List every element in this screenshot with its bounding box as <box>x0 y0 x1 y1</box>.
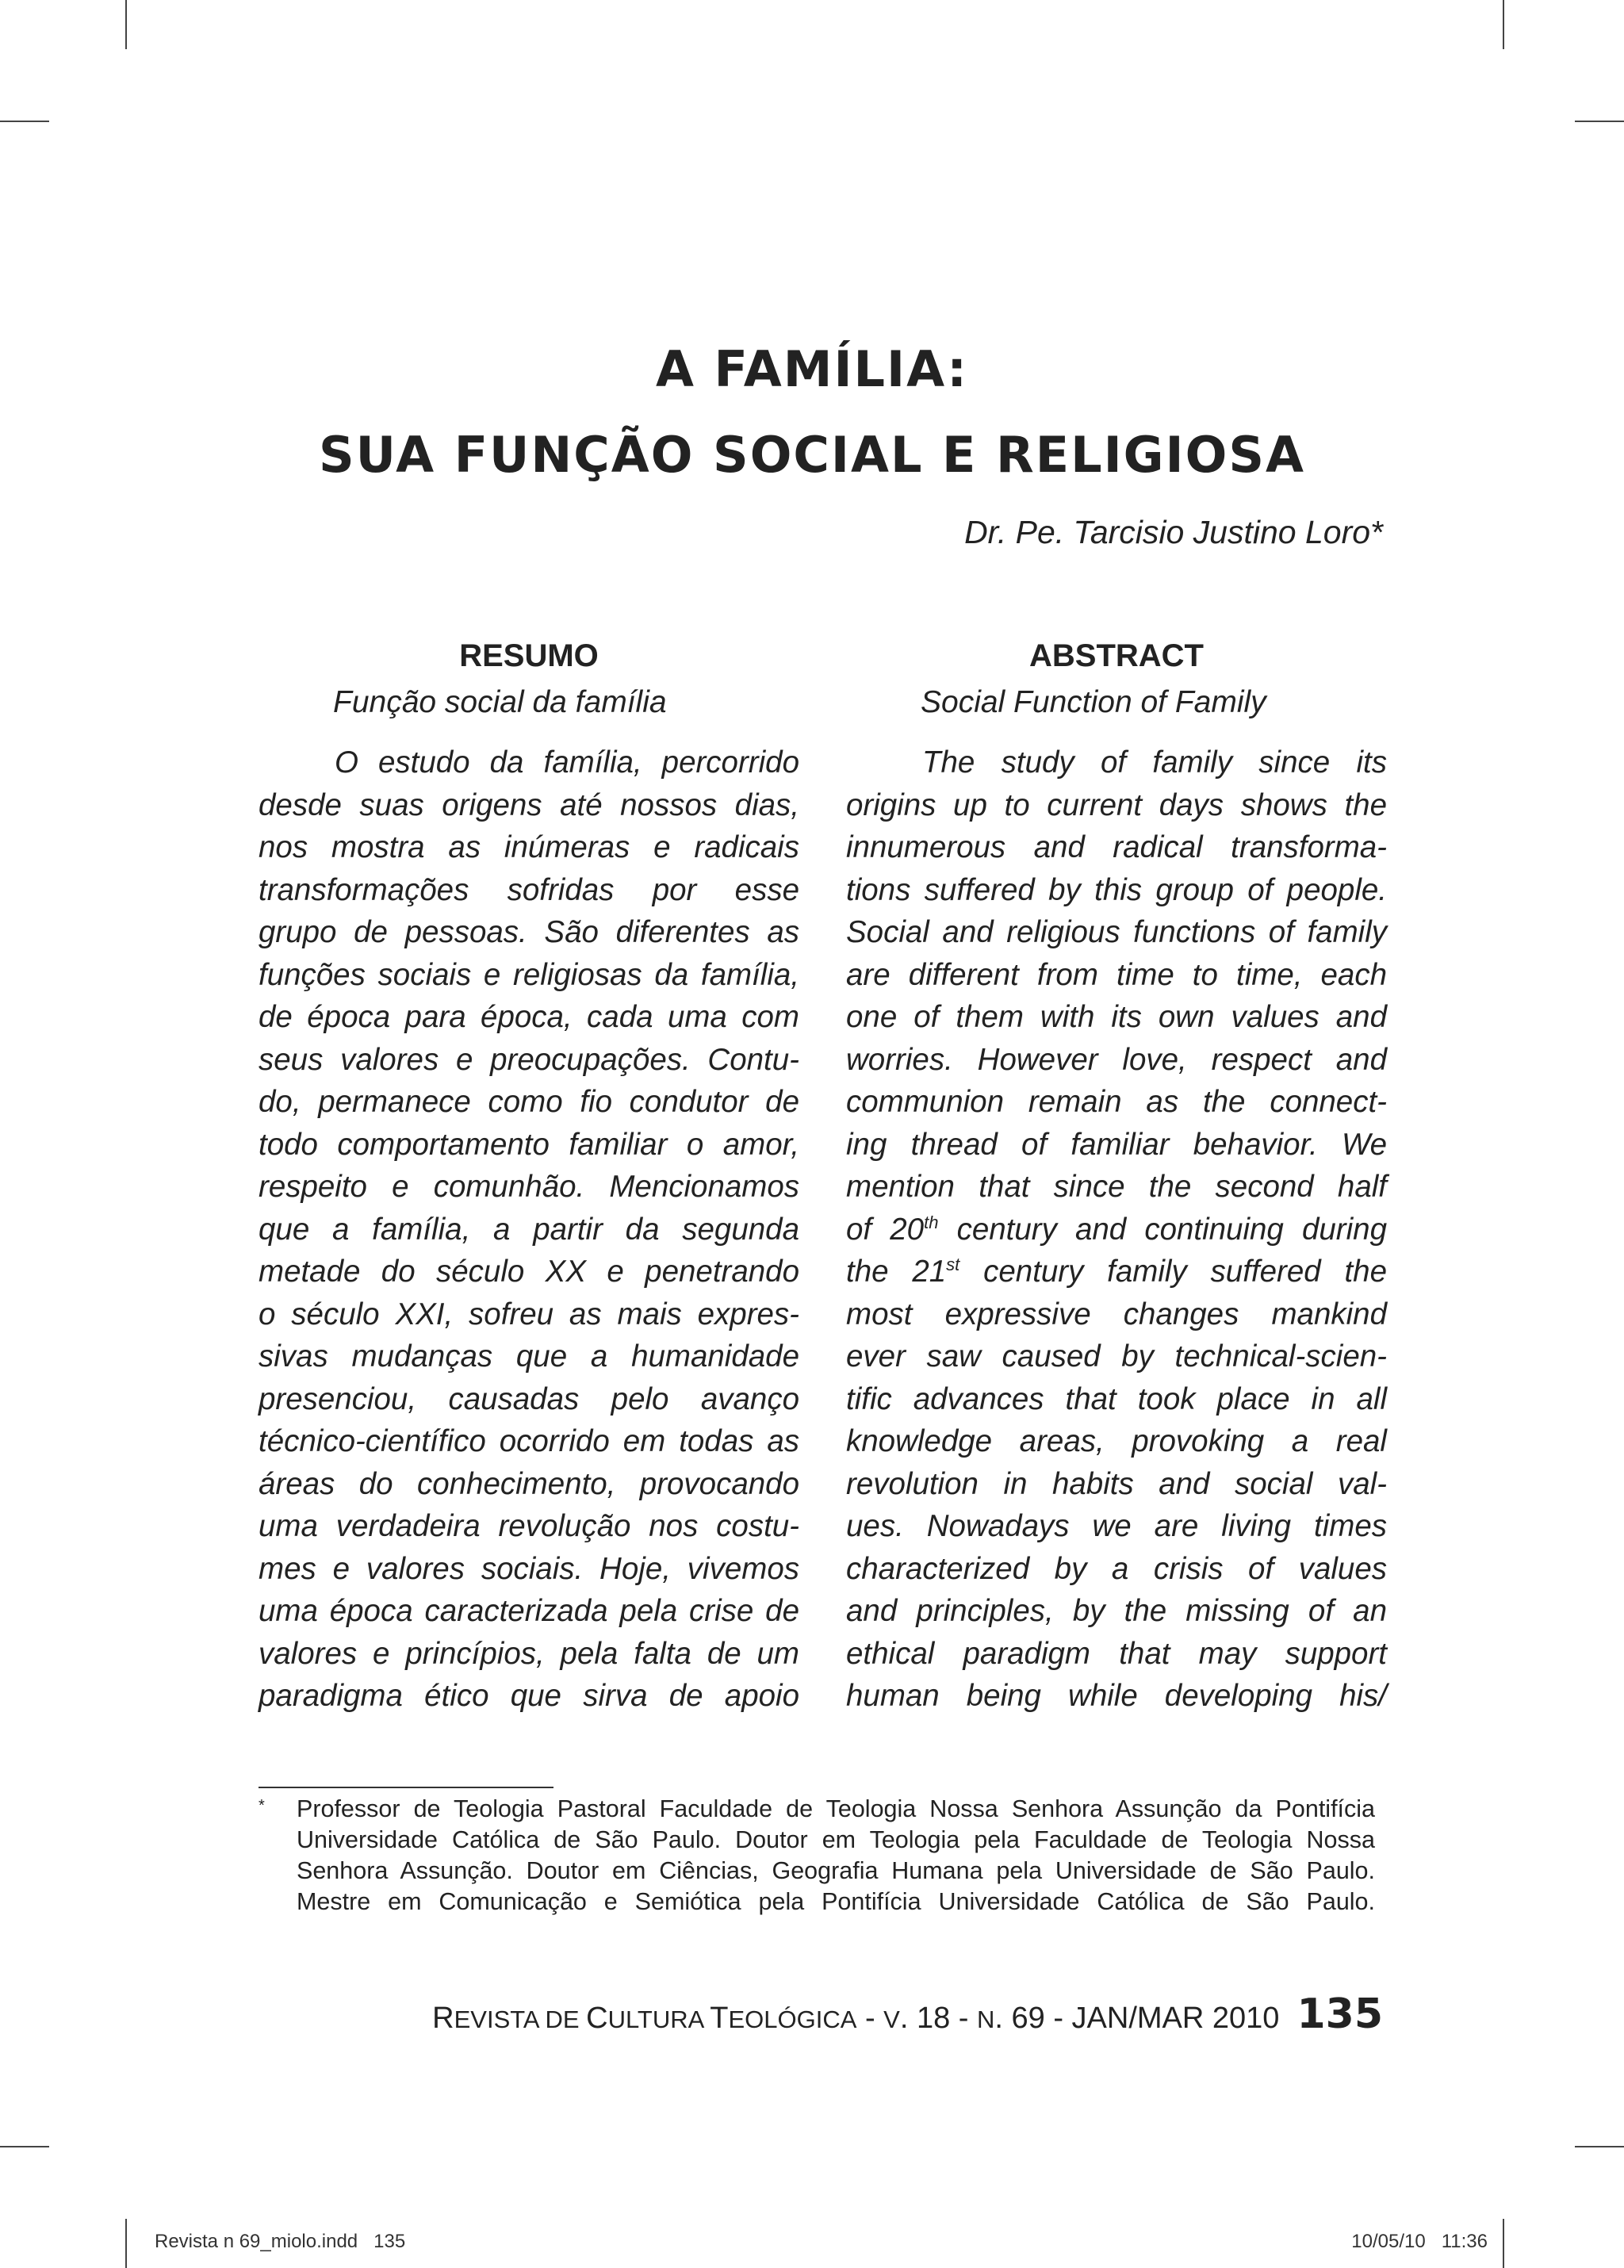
text-segment: century family suffered the <box>959 1255 1387 1289</box>
text-line-21st <box>846 1251 1387 1293</box>
text-line-20th <box>846 1209 1387 1251</box>
text-line: origins up to current days shows the <box>846 787 1387 822</box>
journal-smallcaps: ULTURA <box>607 2006 710 2033</box>
text-line: ethical paradigm that may support <box>846 1636 1387 1671</box>
text-line: are different from time to time, each <box>846 957 1387 992</box>
crop-mark <box>125 0 127 49</box>
text-line: mention that since the second half <box>846 1170 1387 1204</box>
text-line: revolution in habits and social val- <box>846 1466 1387 1501</box>
resumo-column <box>259 630 799 1718</box>
slug-datetime: 10/05/10 11:36 <box>1351 2231 1488 2252</box>
text-segment: century and continuing during <box>938 1212 1387 1247</box>
abstract-column <box>846 630 1387 1718</box>
crop-mark <box>1503 0 1504 49</box>
abstract-text <box>846 741 1387 1718</box>
text-line: técnico-científico ocorrido em todas as <box>259 1424 799 1458</box>
running-footer <box>432 1990 1383 2038</box>
text-line: tions suffered by this group of people. <box>846 872 1387 907</box>
resumo-subtitle: Função social da família <box>333 685 667 719</box>
crop-mark <box>0 121 49 122</box>
text-line: knowledge areas, provoking a real <box>846 1424 1387 1458</box>
journal-cap: C <box>586 2002 608 2035</box>
text-line: do, permanece como fio condutor de <box>259 1085 799 1119</box>
footnote-line: Professor de Teologia Pastoral Faculdade de Teologia Nossa Senhora Assunção da Pontifícia <box>297 1795 1375 1822</box>
text-line: o século XXI, sofreu as mais expres- <box>259 1297 799 1331</box>
author-name: Dr. Pe. Tarcisio Justino Loro* <box>964 514 1383 550</box>
text-line: metade do século XX e penetrando <box>259 1255 799 1289</box>
issue-abbr: N <box>977 2006 995 2033</box>
text-line: valores e princípios, pela falta de um <box>259 1636 799 1671</box>
text-line: human being while developing his/ <box>846 1679 1387 1713</box>
journal-cap: T <box>710 2002 729 2035</box>
footnote-line: Senhora Assunção. Doutor em Ciências, Geografia Humana pela Universidade de São Paulo. <box>297 1857 1375 1884</box>
crop-mark <box>1575 2146 1624 2147</box>
text-line: communion remain as the connect- <box>846 1085 1387 1119</box>
journal-smallcaps: EOLÓGICA <box>728 2006 857 2033</box>
text-line: seus valores e preocupações. Contu- <box>259 1042 799 1077</box>
text-line: mes e valores sociais. Hoje, vivemos <box>259 1551 799 1586</box>
volume-number: . 18 - <box>899 2002 978 2035</box>
text-line: Social and religious functions of family <box>846 915 1387 949</box>
page-number: 135 <box>1297 1990 1383 2038</box>
abstract-heading: ABSTRACT <box>1029 638 1204 673</box>
text-line: grupo de pessoas. São diferentes as <box>259 915 799 949</box>
text-line: que a família, a partir da segunda <box>259 1212 799 1247</box>
text-line: most expressive changes mankind <box>846 1297 1387 1331</box>
text-line: tific advances that took place in all <box>846 1381 1387 1416</box>
footnote-text <box>297 1794 1375 1917</box>
resumo-heading: RESUMO <box>459 638 599 673</box>
text-line: and principles, by the missing of an <box>846 1594 1387 1628</box>
ordinal-suffix: th <box>924 1212 939 1232</box>
text-line: The study of family since its <box>922 745 1387 780</box>
journal-citation <box>432 2002 1279 2036</box>
text-line: ues. Nowadays we are living times <box>846 1509 1387 1543</box>
crop-mark <box>1575 121 1624 122</box>
footnote-line: Mestre em Comunicação e Semiótica pela Pontifícia Universidade Católica de São Paulo. <box>297 1888 1375 1915</box>
text-line: uma época caracterizada pela crise de <box>259 1594 799 1628</box>
text-line: sivas mudanças que a humanidade <box>259 1339 799 1373</box>
text-line: ing thread of familiar behavior. We <box>846 1127 1387 1162</box>
text-line: nos mostra as inúmeras e radicais <box>259 830 799 864</box>
issue-date: . 69 - JAN/MAR 2010 <box>994 2002 1280 2035</box>
abstract-subtitle: Social Function of Family <box>921 685 1266 719</box>
crop-mark <box>1503 2219 1504 2268</box>
journal-cap: R <box>432 2002 454 2035</box>
title-line-2: SUA FUNÇÃO SOCIAL E RELIGIOSA <box>319 426 1305 484</box>
text-segment: the 21 <box>846 1255 947 1289</box>
slug-filename: Revista n 69_miolo.indd 135 <box>155 2231 406 2252</box>
text-line: O estudo da família, percorrido <box>335 745 799 780</box>
ordinal-suffix: st <box>946 1255 960 1275</box>
text-line: ever saw caused by technical-scien- <box>846 1339 1387 1373</box>
text-line: characterized by a crisis of values <box>846 1551 1387 1586</box>
text-line: funções sociais e religiosas da família, <box>259 957 799 992</box>
footnote-line: Universidade Católica de São Paulo. Doutor em Teologia pela Faculdade de Teologia Nossa <box>297 1826 1375 1853</box>
crop-mark <box>125 2219 127 2268</box>
text-line: todo comportamento familiar o amor, <box>259 1127 799 1162</box>
text-line: presenciou, causadas pelo avanço <box>259 1381 799 1416</box>
text-line: áreas do conhecimento, provocando <box>259 1466 799 1501</box>
text-line: one of them with its own values and <box>846 1000 1387 1034</box>
text-line: transformações sofridas por esse <box>259 872 799 907</box>
resumo-text <box>259 741 799 1718</box>
footnote-rule <box>259 1787 553 1788</box>
title-line-1: A FAMÍLIA: <box>655 340 969 398</box>
crop-mark <box>0 2146 49 2147</box>
text-line: desde suas origens até nossos dias, <box>259 787 799 822</box>
text-line: uma verdadeira revolução nos costu- <box>259 1509 799 1543</box>
journal-smallcaps: EVISTA DE <box>454 2006 587 2033</box>
text-line: paradigma ético que sirva de apoio <box>259 1679 799 1713</box>
footnote <box>259 1794 1386 1917</box>
text-line: innumerous and radical transforma- <box>846 830 1387 864</box>
journal-separator: - <box>856 2002 884 2035</box>
text-segment: of 20 <box>846 1212 925 1247</box>
text-line: de época para época, cada uma com <box>259 1000 799 1034</box>
footnote-marker: * <box>259 1797 265 1814</box>
volume-abbr: V <box>883 2006 900 2033</box>
text-line: respeito e comunhão. Mencionamos <box>259 1170 799 1204</box>
text-line: worries. However love, respect and <box>846 1042 1387 1077</box>
article-title <box>0 327 1624 498</box>
